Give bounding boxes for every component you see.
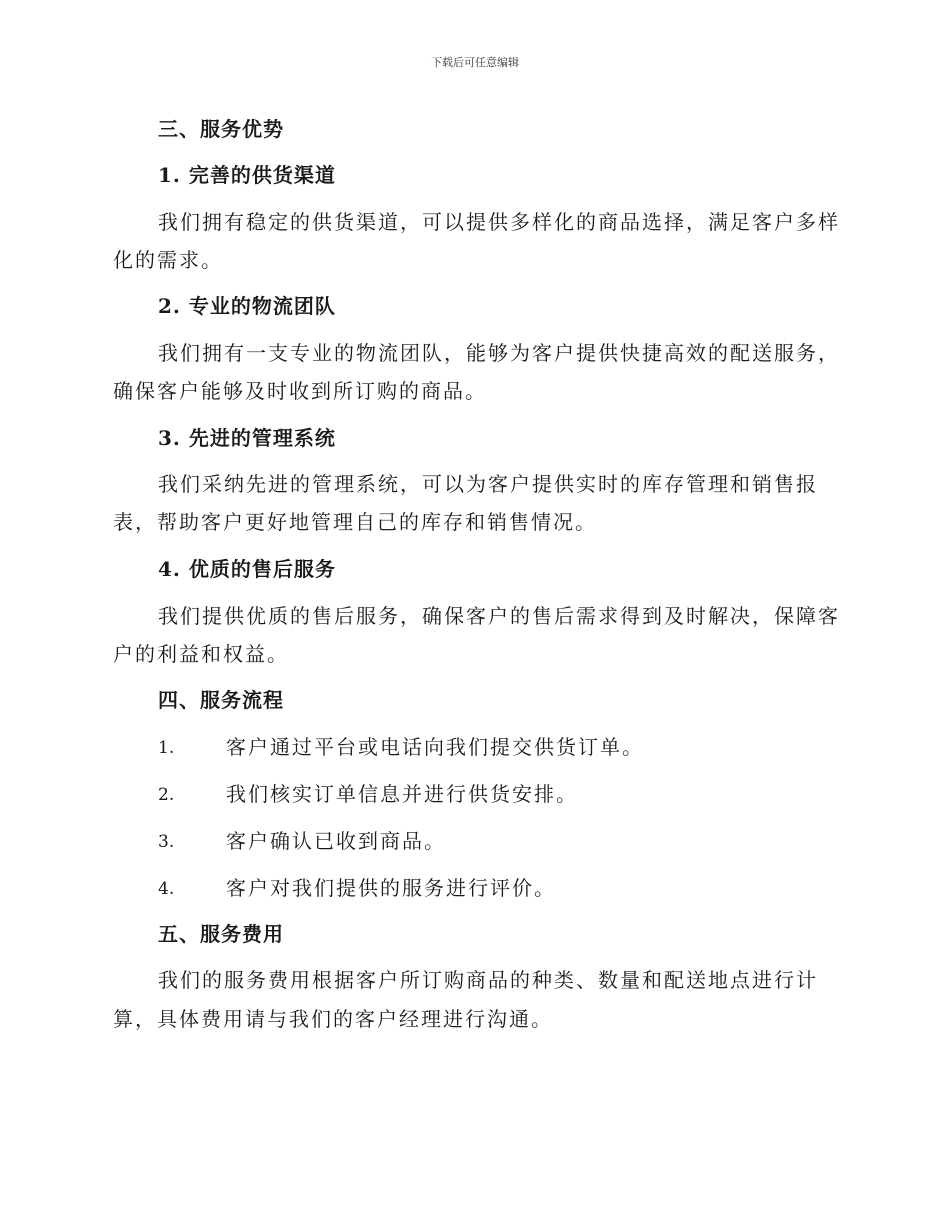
paragraph-line: 化的需求。 [113,248,223,272]
section-title-fees: 五、服务费用 [158,922,284,946]
item-heading-2: 2. 专业的物流团队 [158,294,336,318]
paragraph-line: 户的利益和权益。 [113,642,289,666]
paragraph-line: 算，具体费用请与我们的客户经理进行沟通。 [113,1007,553,1031]
step-number: 2. [158,785,175,805]
item-heading-1: 1. 完善的供货渠道 [158,163,336,187]
paragraph-line: 确保客户能够及时收到所订购的商品。 [113,379,487,403]
section-title-advantages: 三、服务优势 [158,117,284,141]
paragraph-line: 我们的服务费用根据客户所订购商品的种类、数量和配送地点进行计 [158,968,818,992]
header-note: 下载后可任意编辑 [431,56,519,69]
section-title-process: 四、服务流程 [158,688,284,712]
step-text: 客户确认已收到商品。 [226,829,446,853]
paragraph-line: 我们拥有稳定的供货渠道，可以提供多样化的商品选择，满足客户多样 [158,210,840,234]
step-text: 客户对我们提供的服务进行评价。 [226,876,556,900]
paragraph-line: 我们采纳先进的管理系统，可以为客户提供实时的库存管理和销售报 [158,472,818,496]
step-number: 3. [158,832,175,852]
paragraph-line: 我们提供优质的售后服务，确保客户的售后需求得到及时解决，保障客 [158,604,840,628]
step-text: 客户通过平台或电话向我们提交供货订单。 [226,735,644,759]
step-text: 我们核实订单信息并进行供货安排。 [226,782,578,806]
step-number: 4. [158,879,175,899]
item-heading-3: 3. 先进的管理系统 [158,426,336,450]
paragraph-line: 我们拥有一支专业的物流团队，能够为客户提供快捷高效的配送服务， [158,341,840,365]
item-heading-4: 4. 优质的售后服务 [158,557,336,581]
step-number: 1. [158,738,175,758]
paragraph-line: 表，帮助客户更好地管理自己的库存和销售情况。 [113,510,597,534]
